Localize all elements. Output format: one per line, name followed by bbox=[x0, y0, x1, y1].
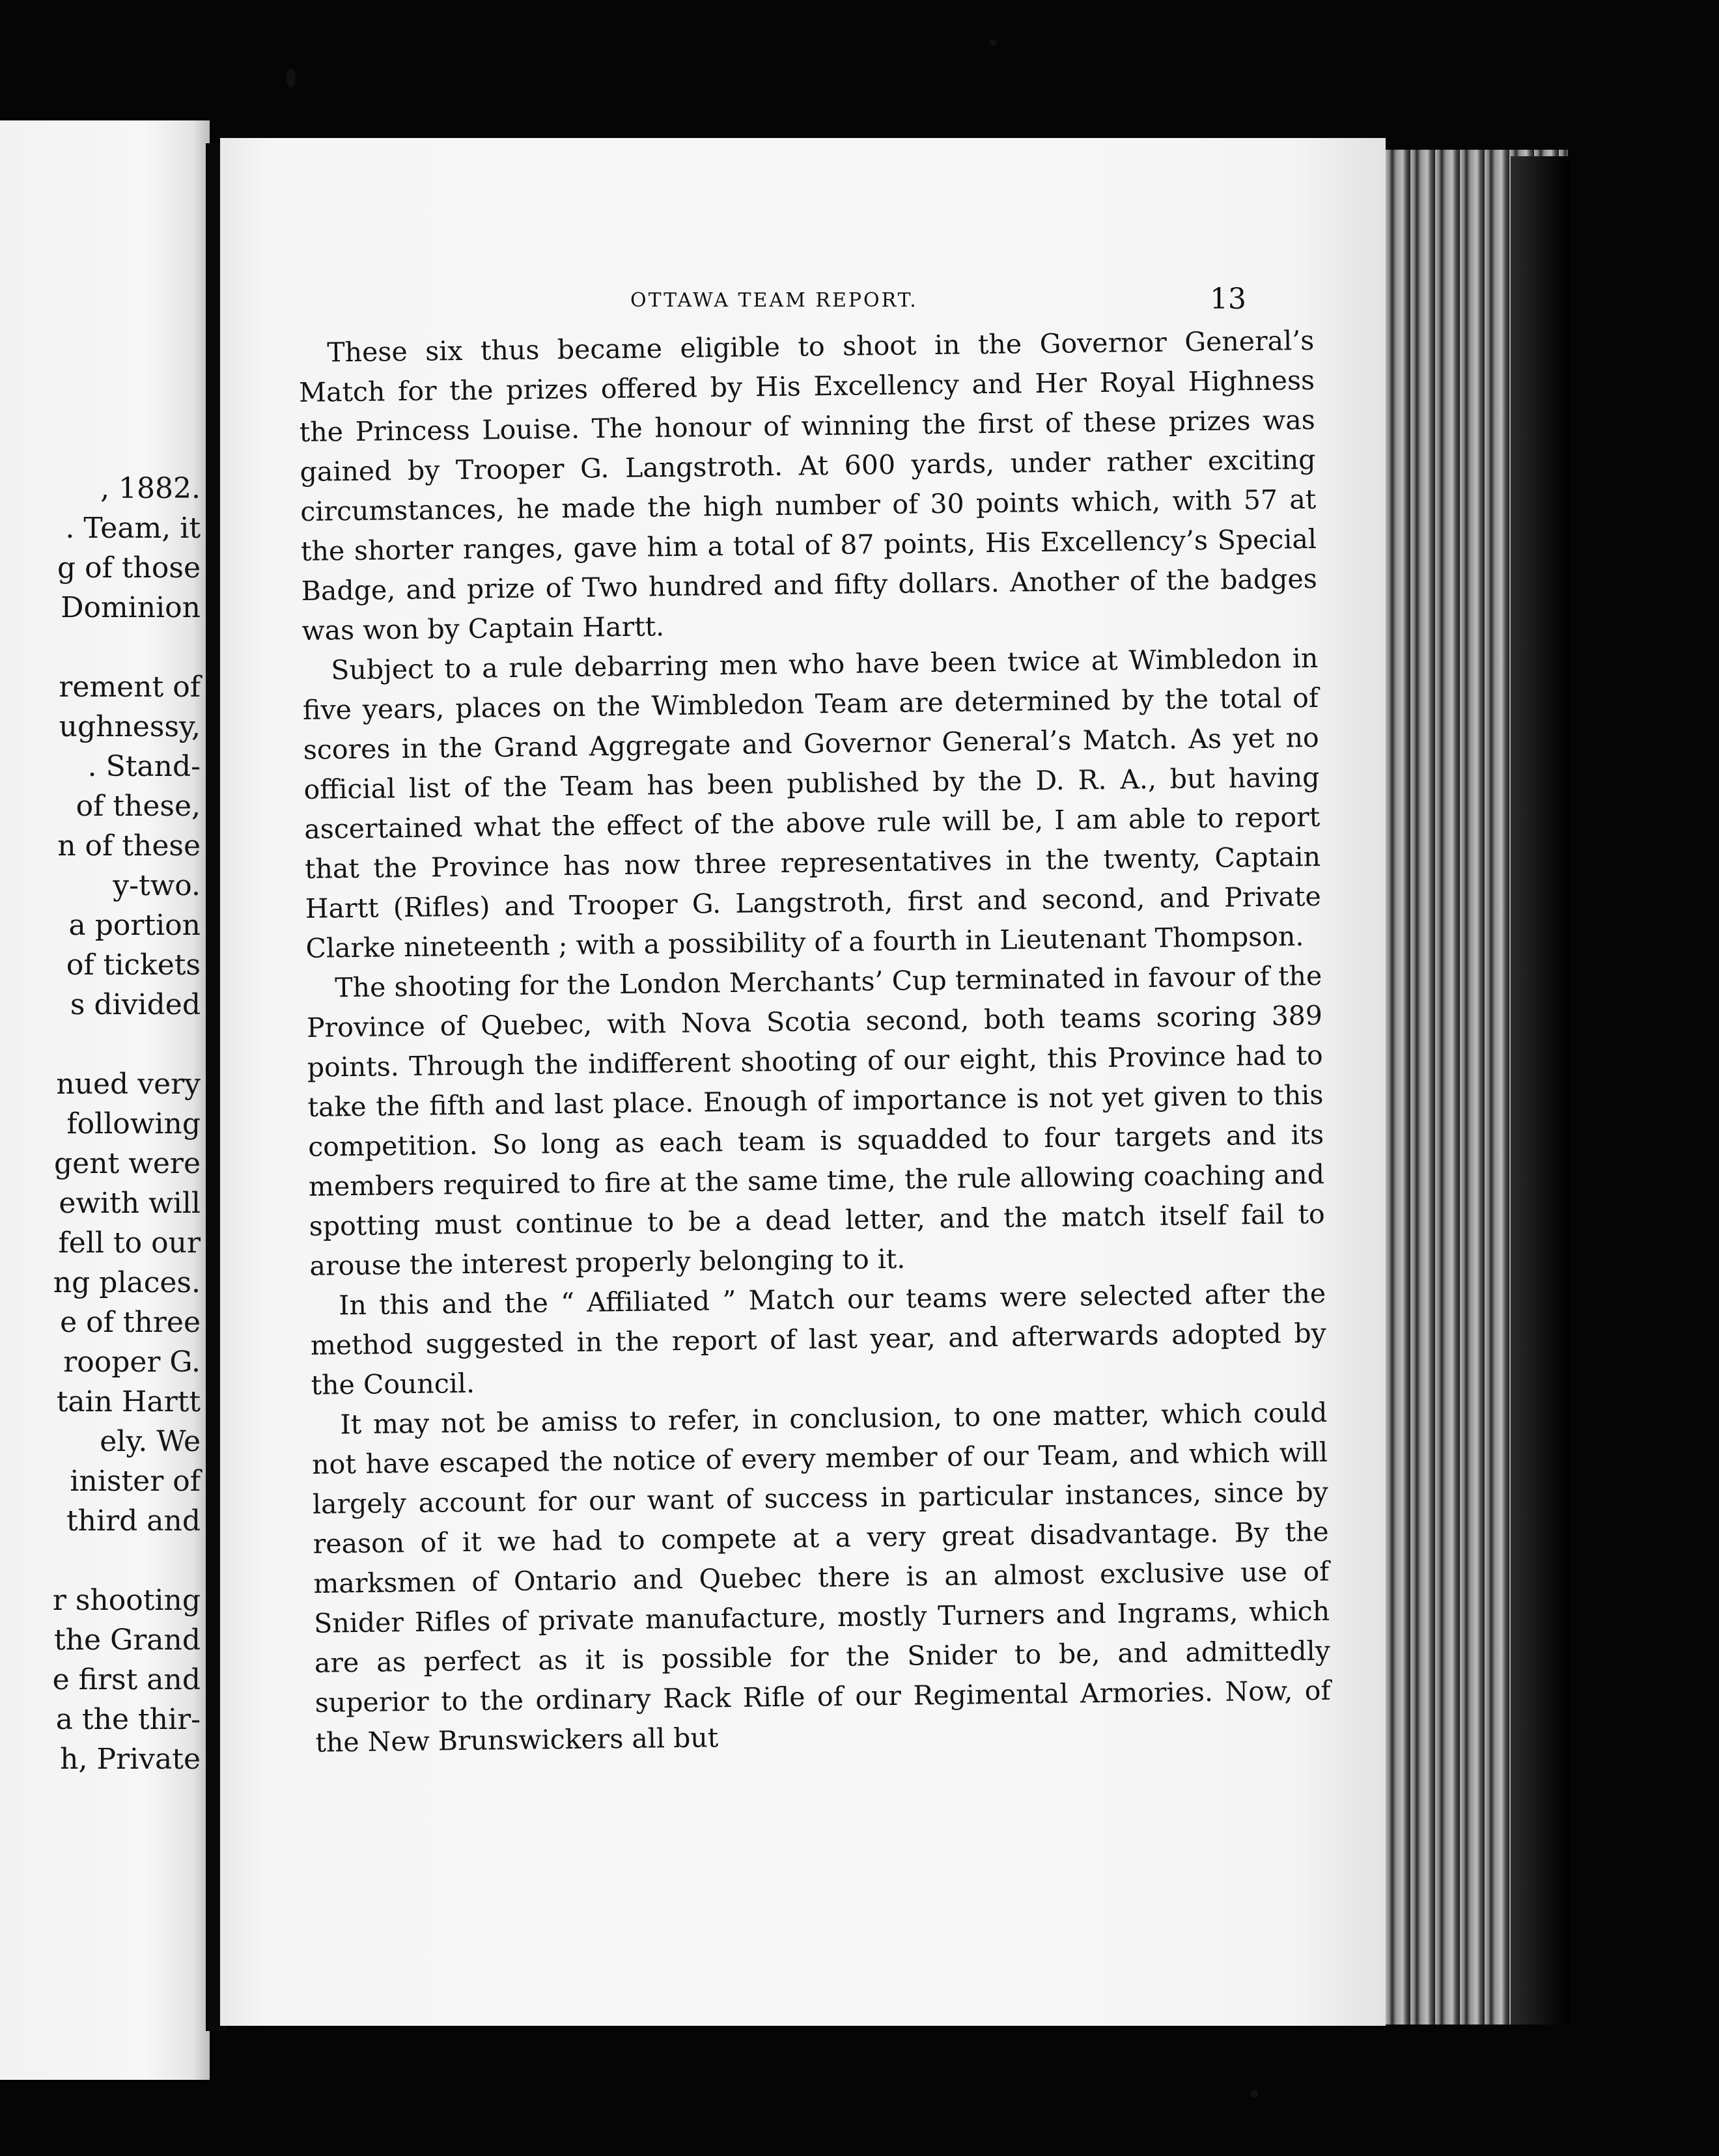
left-page-line: the Grand bbox=[54, 1624, 201, 1657]
left-page-line: ng places. bbox=[53, 1266, 201, 1299]
left-page-line: rement of bbox=[59, 670, 201, 704]
left-page-line: ely. We bbox=[100, 1425, 201, 1458]
left-page-line: gent were bbox=[54, 1147, 201, 1180]
running-head: OTTAWA TEAM REPORT. bbox=[630, 289, 918, 312]
paragraph-5: It may not be amiss to refer, in conclusion, to one matter, which could not have escaped the notice of every member of our Team, and which will largely account for our want of success in particular instances, since by reason of it we had to compete at a very great disadvantage. By the marksmen of Ontario and Quebec there is an almost exclusive use of Snider Rifles of private manufacture, mostly Turners and Ingrams, which are as perfect as it is possible for the Snider to be, and admittedly superior to the ordinary Rack Rifle of our Regimental Armories. Now, of the New Brunswickers all but bbox=[311, 1396, 1331, 1758]
left-page-line: nued very bbox=[56, 1068, 201, 1101]
left-page-line: a portion bbox=[68, 909, 201, 942]
page-number: 13 bbox=[1210, 283, 1246, 316]
left-page-line: y-two. bbox=[113, 869, 201, 902]
left-page-line: of these, bbox=[76, 790, 201, 823]
left-page-line: of tickets bbox=[66, 948, 201, 982]
left-page-line: n of these bbox=[57, 829, 201, 863]
left-page-line: ughnessy, bbox=[59, 710, 201, 743]
left-page-line: g of those bbox=[57, 551, 201, 585]
left-page bbox=[0, 120, 210, 2080]
left-page-line: a the thir- bbox=[55, 1703, 201, 1736]
left-page-line: ewith will bbox=[59, 1187, 201, 1220]
left-page-line: h, Private bbox=[60, 1743, 201, 1776]
dust-speck bbox=[286, 68, 296, 88]
left-page-line: tain Hartt bbox=[56, 1385, 201, 1418]
dust-speck bbox=[990, 39, 996, 46]
left-page-line: , 1882. bbox=[100, 472, 201, 505]
left-page-line: . Team, it bbox=[65, 512, 201, 545]
body-text bbox=[298, 321, 1332, 1763]
left-page-line: e of three bbox=[60, 1306, 201, 1339]
left-page-line: e first and bbox=[52, 1663, 201, 1696]
paragraph-2: Subject to a rule debarring men who have been twice at Wimbledon in five years, places on the Wimbledon Team are determined by the total of scores in the Grand Aggregate and Governor General’s Match. As yet no official list of the Team has been published by the D. R. A., but having ascertained what the effect of the above rule will be, I am able to report that the Province has now three representatives in the twenty, Captain Hartt (Rifles) and Trooper G. Langstroth, first and second, and Private Clarke nineteenth ; with a possibility of a fourth in Lieutenant Thompson. bbox=[302, 642, 1321, 964]
left-page-line: s divided bbox=[70, 988, 201, 1021]
book-cover-edge bbox=[1511, 156, 1569, 2025]
left-page-line: fell to our bbox=[58, 1226, 201, 1260]
dust-speck bbox=[1250, 2090, 1258, 2097]
left-page-line: r shooting bbox=[52, 1584, 201, 1617]
left-page-line: following bbox=[66, 1107, 201, 1140]
left-page-line: third and bbox=[66, 1504, 201, 1538]
left-page-line: rooper G. bbox=[63, 1346, 201, 1379]
left-page-line: Dominion bbox=[61, 591, 201, 624]
paragraph-1: These six thus became eligible to shoot in the Governor General’s Match for the prizes offered by His Excellency and Her Royal Highness the Princess Louise. The honour of winning the first of these prizes was gained by Trooper G. Langstroth. At 600 yards, under rather exciting circumstances, he made the high number of 30 points which, with 57 at the shorter ranges, gave him a total of 87 points, His Excellency’s Special Badge, and prize of Two hundred and fifty dollars. Another of the badges was won by Captain Hartt. bbox=[298, 324, 1318, 646]
left-page-line: inister of bbox=[70, 1465, 201, 1498]
paragraph-3: The shooting for the London Merchants’ Cup terminated in favour of the Province of Quebec, with Nova Scotia second, both teams scoring 389 points. Through the indifferent shooting of our eight, this Province had to take the fifth and last place. Enough of importance is not yet given to this competition. So long as each team is squadded to four targets and its members required to fire at the same time, the rule allowing coaching and spotting must continue to be a dead letter, and the match itself fail to arouse the interest properly belonging to it. bbox=[306, 960, 1325, 1282]
left-page-line: . Stand- bbox=[87, 750, 201, 783]
paragraph-4: In this and the “ Affiliated ” Match our teams were selected after the method suggested in the report of last year, and afterwards adopted by the Council. bbox=[310, 1277, 1327, 1401]
main-page bbox=[220, 138, 1386, 2026]
